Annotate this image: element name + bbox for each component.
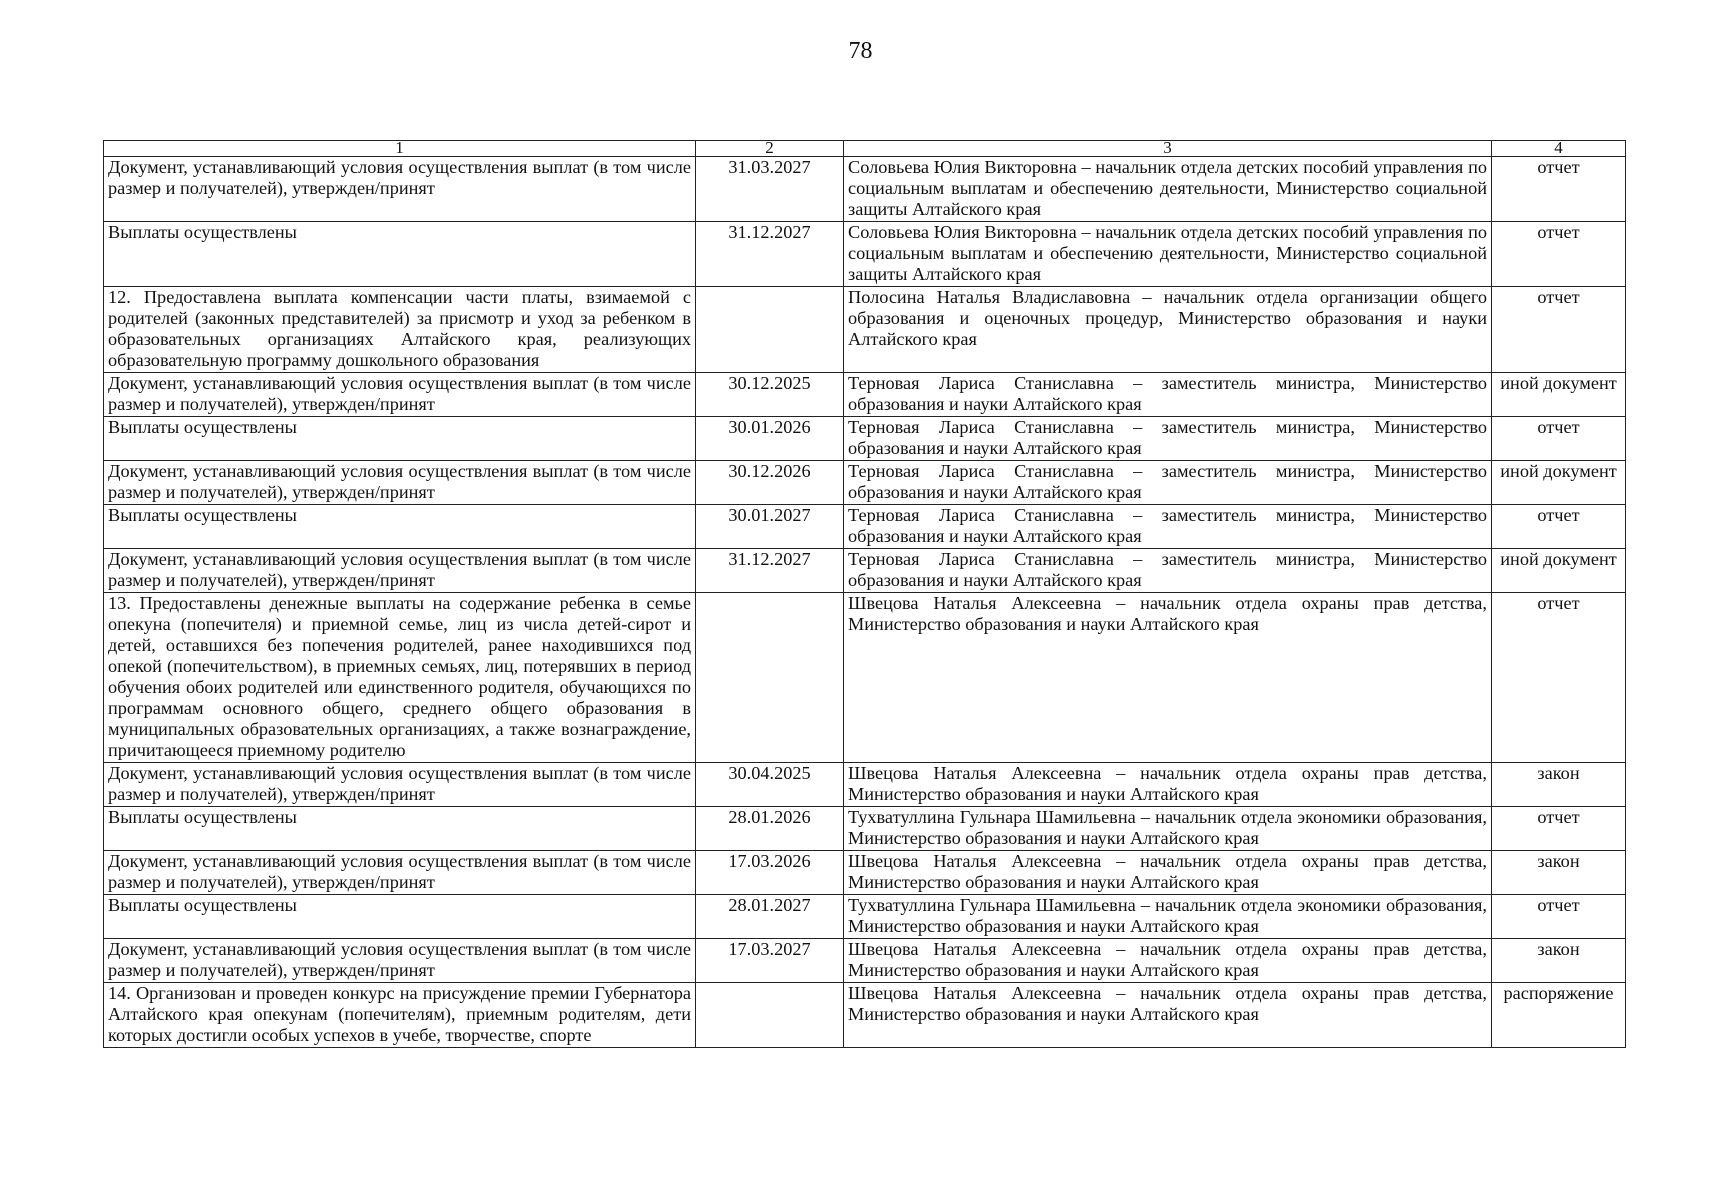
table-row: [104, 939, 1626, 983]
date-cell: 30.12.2025: [696, 373, 844, 417]
date-cell: 30.04.2025: [696, 763, 844, 807]
event-cell: Выплаты осуществлены: [104, 222, 696, 287]
responsible-cell: Швецова Наталья Алексеевна – начальник отдела охраны прав детства, Министерство образования и науки Алтайского края: [844, 763, 1492, 807]
event-cell: Документ, устанавливающий условия осуществления выплат (в том числе размер и получателей), утвержден/принят: [104, 461, 696, 505]
plan-table: [103, 140, 1626, 1048]
date-cell: 17.03.2026: [696, 851, 844, 895]
column-number-2: 2: [696, 141, 844, 157]
event-cell: Выплаты осуществлены: [104, 505, 696, 549]
event-cell: Документ, устанавливающий условия осуществления выплат (в том числе размер и получателей), утвержден/принят: [104, 157, 696, 222]
date-cell: 31.03.2027: [696, 157, 844, 222]
responsible-cell: Терновая Лариса Станиславна – заместитель министра, Министерство образования и науки Алтайского края: [844, 373, 1492, 417]
event-cell: Выплаты осуществлены: [104, 417, 696, 461]
event-cell: Документ, устанавливающий условия осуществления выплат (в том числе размер и получателей), утвержден/принят: [104, 851, 696, 895]
responsible-cell: Соловьева Юлия Викторовна – начальник отдела детских пособий управления по социальным выплатам и обеспечению деятельности, Министерство социальной защиты Алтайского края: [844, 157, 1492, 222]
event-cell: 13. Предоставлены денежные выплаты на содержание ребенка в семье опекуна (попечителя) и приемной семье, лиц из числа детей-сирот и детей, оставшихся без попечения родителей, ранее находившихся под опекой (попечительством), в приемных семьях, лиц, потерявших в период обучения обоих родителей или единственного родителя, обучающихся по программам основного общего, среднего общего образования в муниципальных образовательных организациях, а также вознаграждение, причитающееся приемному родителю: [104, 593, 696, 763]
document-type-cell: отчет: [1492, 505, 1626, 549]
responsible-cell: Соловьева Юлия Викторовна – начальник отдела детских пособий управления по социальным выплатам и обеспечению деятельности, Министерство социальной защиты Алтайского края: [844, 222, 1492, 287]
table-header-row: [104, 141, 1626, 157]
event-cell: Выплаты осуществлены: [104, 895, 696, 939]
event-cell: 14. Организован и проведен конкурс на присуждение премии Губернатора Алтайского края опекунам (попечителям), приемным родителям, дети которых достигли особых успехов в учебе, творчестве, спорте: [104, 983, 696, 1048]
event-cell: 12. Предоставлена выплата компенсации части платы, взимаемой с родителей (законных представителей) за присмотр и уход за ребенком в образовательных организациях Алтайского края, реализующих образовательную программу дошкольного образования: [104, 287, 696, 373]
document-type-cell: закон: [1492, 851, 1626, 895]
responsible-cell: Тухватуллина Гульнара Шамильевна – начальник отдела экономики образования, Министерство образования и науки Алтайского края: [844, 895, 1492, 939]
column-number-3: 3: [844, 141, 1492, 157]
document-type-cell: закон: [1492, 763, 1626, 807]
column-number-4: 4: [1492, 141, 1626, 157]
document-type-cell: распоряжение: [1492, 983, 1626, 1048]
responsible-cell: Терновая Лариса Станиславна – заместитель министра, Министерство образования и науки Алтайского края: [844, 505, 1492, 549]
event-cell: Выплаты осуществлены: [104, 807, 696, 851]
responsible-cell: Швецова Наталья Алексеевна – начальник отдела охраны прав детства, Министерство образования и науки Алтайского края: [844, 983, 1492, 1048]
event-cell: Документ, устанавливающий условия осуществления выплат (в том числе размер и получателей), утвержден/принят: [104, 373, 696, 417]
table-row: [104, 417, 1626, 461]
responsible-cell: Терновая Лариса Станиславна – заместитель министра, Министерство образования и науки Алтайского края: [844, 461, 1492, 505]
table-row: [104, 895, 1626, 939]
column-number-1: 1: [104, 141, 696, 157]
table-row: [104, 461, 1626, 505]
document-type-cell: закон: [1492, 939, 1626, 983]
table-row: [104, 983, 1626, 1048]
date-cell: 31.12.2027: [696, 222, 844, 287]
responsible-cell: Швецова Наталья Алексеевна – начальник отдела охраны прав детства, Министерство образования и науки Алтайского края: [844, 939, 1492, 983]
document-type-cell: отчет: [1492, 157, 1626, 222]
responsible-cell: Швецова Наталья Алексеевна – начальник отдела охраны прав детства, Министерство образования и науки Алтайского края: [844, 851, 1492, 895]
table-row: [104, 593, 1626, 763]
date-cell: 28.01.2027: [696, 895, 844, 939]
document-type-cell: иной документ: [1492, 461, 1626, 505]
date-cell: 30.01.2027: [696, 505, 844, 549]
responsible-cell: Тухватуллина Гульнара Шамильевна – начальник отдела экономики образования, Министерство образования и науки Алтайского края: [844, 807, 1492, 851]
responsible-cell: Терновая Лариса Станиславна – заместитель министра, Министерство образования и науки Алтайского края: [844, 549, 1492, 593]
document-type-cell: отчет: [1492, 895, 1626, 939]
date-cell: 30.01.2026: [696, 417, 844, 461]
document-type-cell: иной документ: [1492, 373, 1626, 417]
responsible-cell: Полосина Наталья Владиславовна – начальник отдела организации общего образования и оценочных процедур, Министерство образования и науки Алтайского края: [844, 287, 1492, 373]
event-cell: Документ, устанавливающий условия осуществления выплат (в том числе размер и получателей), утвержден/принят: [104, 939, 696, 983]
table-row: [104, 222, 1626, 287]
document-type-cell: отчет: [1492, 417, 1626, 461]
document-type-cell: отчет: [1492, 287, 1626, 373]
date-cell: [696, 593, 844, 763]
responsible-cell: Швецова Наталья Алексеевна – начальник отдела охраны прав детства, Министерство образования и науки Алтайского края: [844, 593, 1492, 763]
date-cell: 17.03.2027: [696, 939, 844, 983]
table-row: [104, 851, 1626, 895]
date-cell: 30.12.2026: [696, 461, 844, 505]
date-cell: [696, 287, 844, 373]
table-body: [104, 157, 1626, 1048]
date-cell: 31.12.2027: [696, 549, 844, 593]
table-row: [104, 157, 1626, 222]
event-cell: Документ, устанавливающий условия осуществления выплат (в том числе размер и получателей), утвержден/принят: [104, 549, 696, 593]
table-row: [104, 373, 1626, 417]
responsible-cell: Терновая Лариса Станиславна – заместитель министра, Министерство образования и науки Алтайского края: [844, 417, 1492, 461]
event-cell: Документ, устанавливающий условия осуществления выплат (в том числе размер и получателей), утвержден/принят: [104, 763, 696, 807]
table-row: [104, 505, 1626, 549]
document-type-cell: отчет: [1492, 807, 1626, 851]
table-row: [104, 549, 1626, 593]
date-cell: [696, 983, 844, 1048]
document-type-cell: отчет: [1492, 593, 1626, 763]
table-row: [104, 287, 1626, 373]
table-row: [104, 763, 1626, 807]
document-type-cell: иной документ: [1492, 549, 1626, 593]
document-type-cell: отчет: [1492, 222, 1626, 287]
date-cell: 28.01.2026: [696, 807, 844, 851]
table-row: [104, 807, 1626, 851]
page-number: 78: [848, 38, 873, 64]
